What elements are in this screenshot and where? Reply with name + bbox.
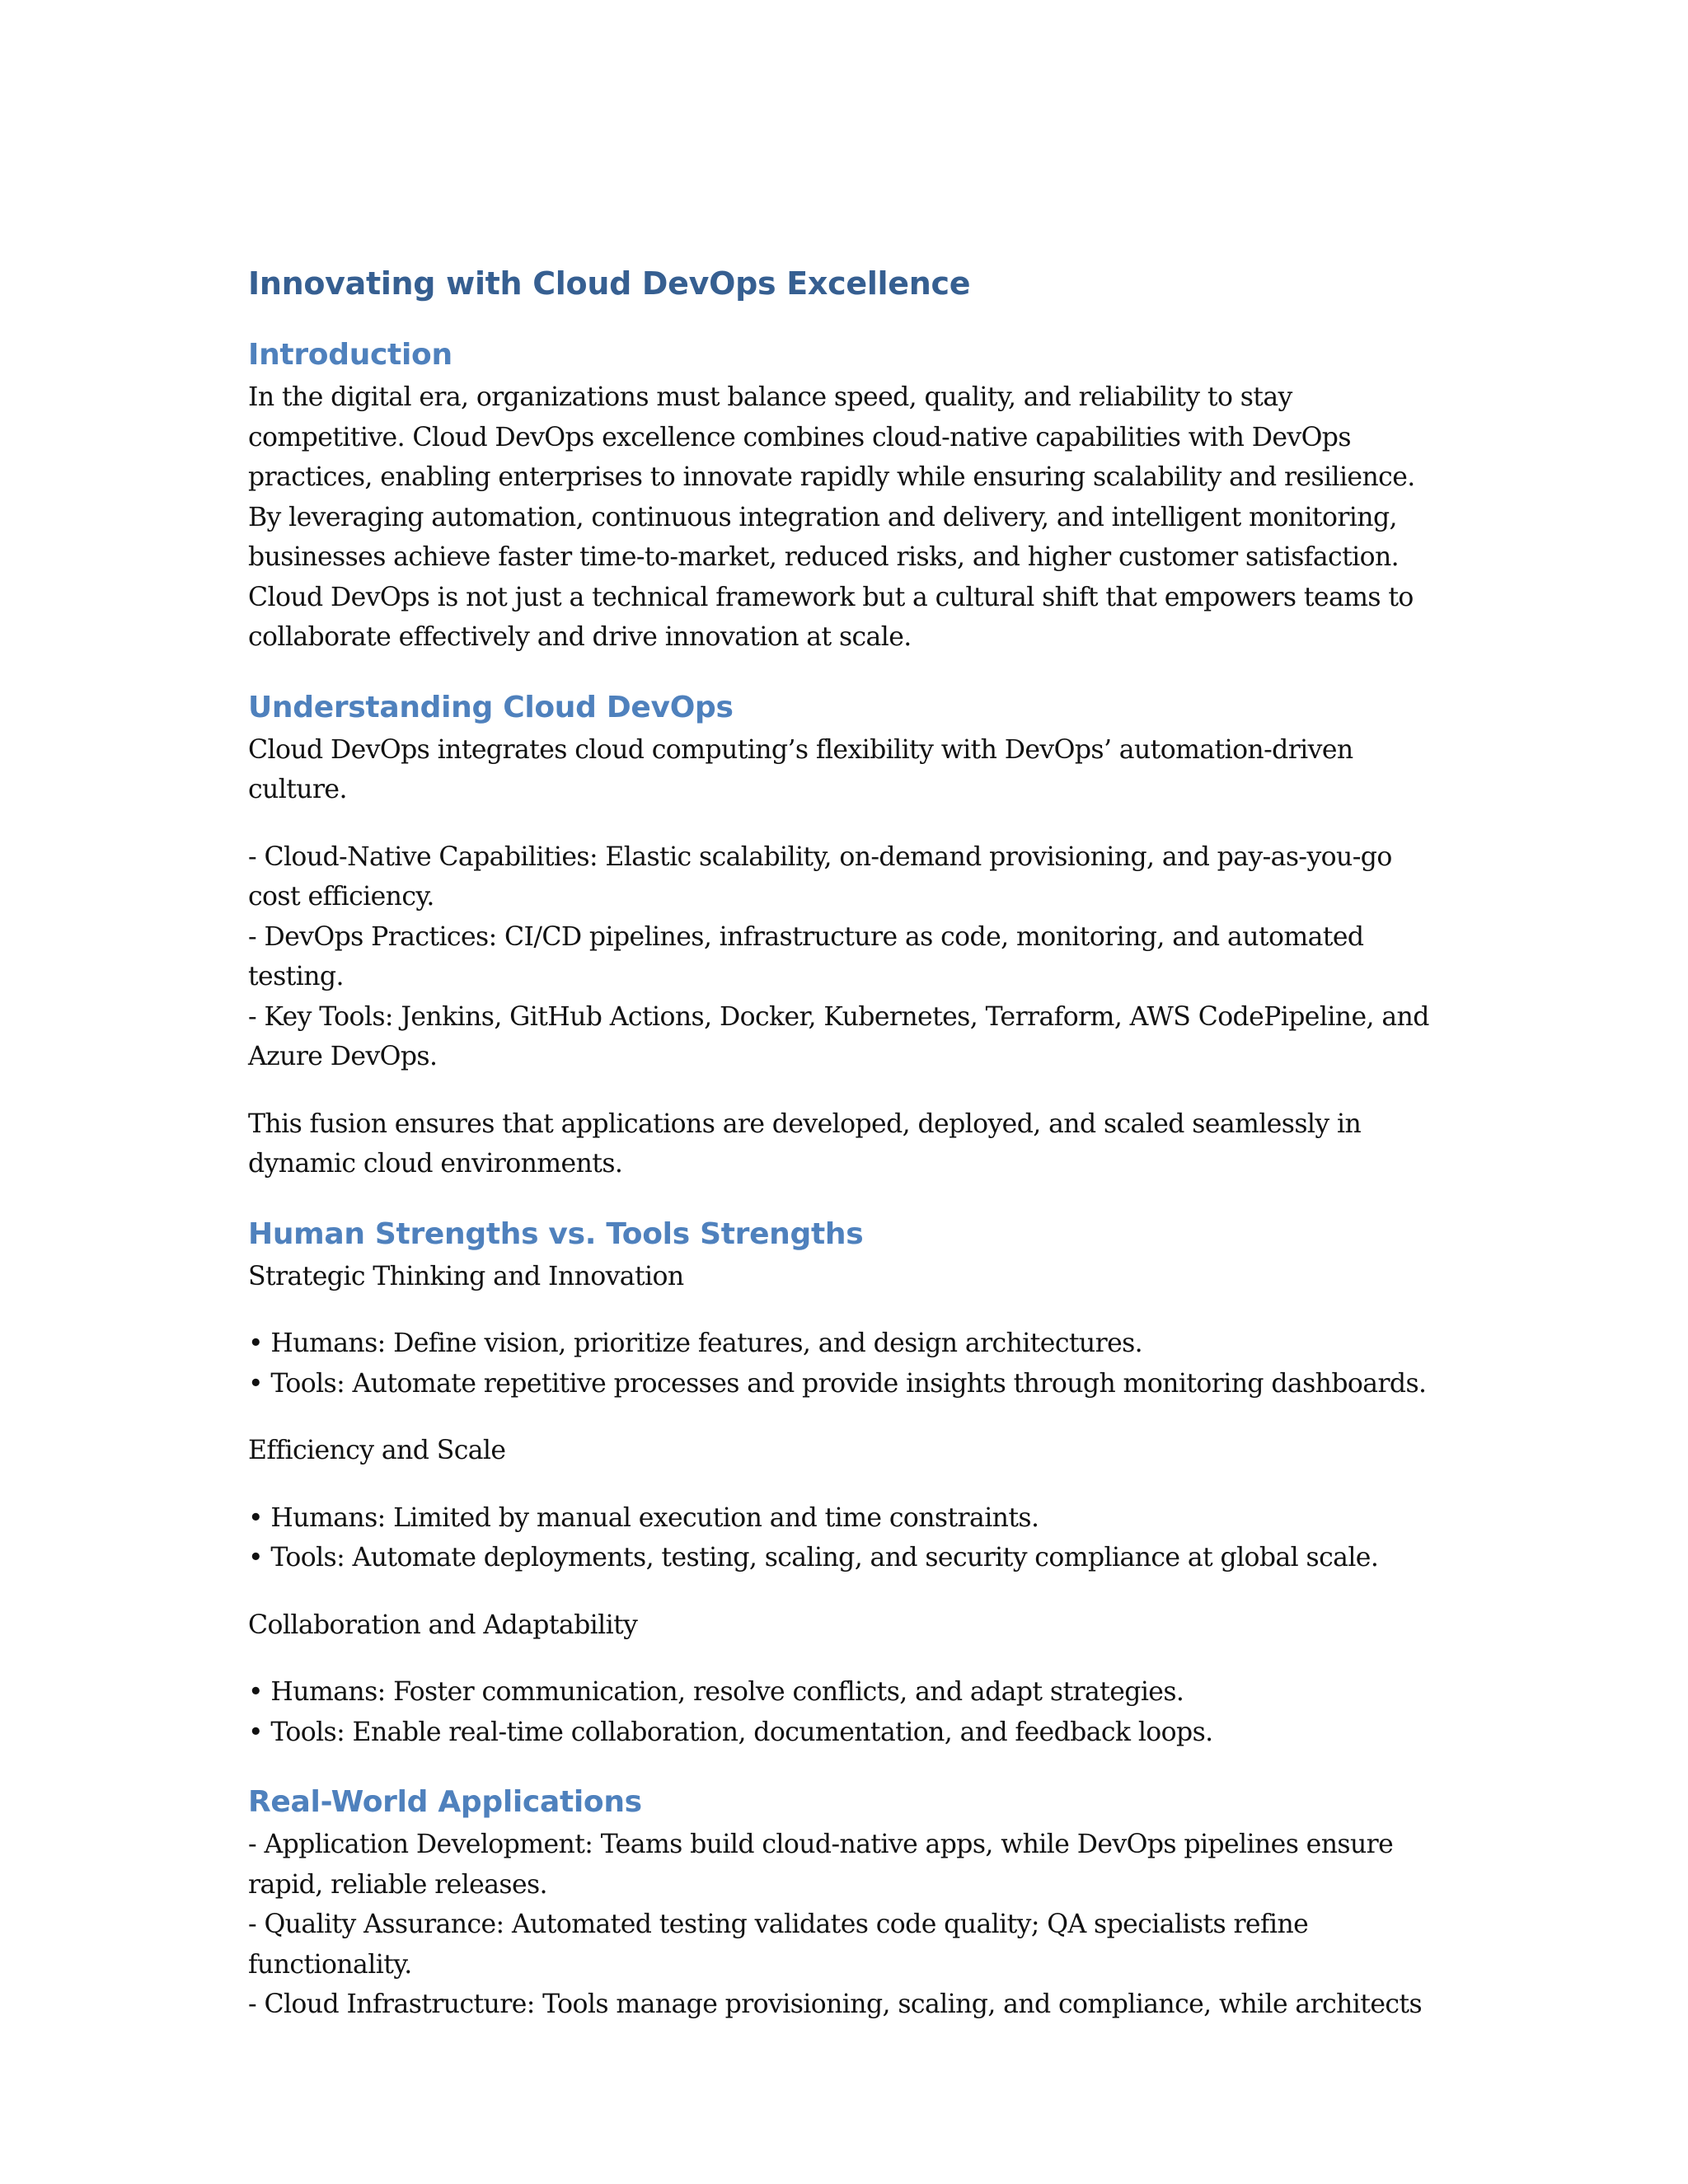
strengths-bullet: • Tools: Enable real-time collaboration, documentation, and feedback loops. [248,1717,1213,1747]
understanding-closing: This fusion ensures that applications are developed, deployed, and scaled seamlessly in dynamic cloud environments. [248,1108,1362,1179]
heading-strengths: Human Strengths vs. Tools Strengths [248,1216,864,1251]
understanding-item: - Key Tools: Jenkins, GitHub Actions, Docker, Kubernetes, Terraform, AWS CodePipeline, and Azure DevOps. [248,1001,1429,1071]
strengths-group-label: Collaboration and Adaptability [248,1610,638,1640]
applications-item: - Quality Assurance: Automated testing validates code quality; QA specialists refine functionality. [248,1910,1309,1980]
strengths-group-label: Strategic Thinking and Innovation [248,1261,684,1291]
strengths-bullet: • Tools: Automate deployments, testing, scaling, and security compliance at global scale. [248,1543,1379,1572]
document-title: Innovating with Cloud DevOps Excellence [248,265,971,302]
understanding-lead: Cloud DevOps integrates cloud computing’s flexibility with DevOps’ automation-driven culture. [248,734,1353,804]
heading-understanding: Understanding Cloud DevOps [248,690,734,724]
heading-introduction: Introduction [248,338,452,372]
understanding-item: - DevOps Practices: CI/CD pipelines, infrastructure as code, monitoring, and automated testing. [248,921,1364,991]
applications-item: - Cloud Infrastructure: Tools manage provisioning, scaling, and compliance, while architects [248,1990,1423,2019]
strengths-bullet: • Humans: Foster communication, resolve conflicts, and adapt strategies. [248,1677,1184,1707]
strengths-bullet: • Tools: Automate repetitive processes and provide insights through monitoring dashboards. [248,1368,1427,1399]
intro-paragraph: In the digital era, organizations must balance speed, quality, and reliability to stay competitive. Cloud DevOps excellence combines cloud-native capabilities with DevOps practices, enabling enterprises to innovate rapidly while ensuring scalability and resilience. By leveraging automation, continuous integration and delivery, and intelligent monitoring, businesses achieve faster time-to-market, reduced risks, and higher customer satisfaction. Cloud DevOps is not just a technical framework but a cultural shift that empowers teams to collaborate effectively and drive innovation at scale. [248,382,1415,652]
understanding-item: - Cloud-Native Capabilities: Elastic scalability, on-demand provisioning, and pay-as-you-go cost efficiency. [248,841,1392,912]
strengths-bullet: • Humans: Limited by manual execution and time constraints. [248,1502,1039,1533]
heading-applications: Real-World Applications [248,1785,642,1819]
strengths-group-label: Efficiency and Scale [248,1436,506,1465]
applications-item: - Application Development: Teams build cloud-native apps, while DevOps pipelines ensure rapid, reliable releases. [248,1830,1394,1900]
strengths-bullet: • Humans: Define vision, prioritize features, and design architectures. [248,1329,1143,1358]
document-page [248,262,1443,2025]
